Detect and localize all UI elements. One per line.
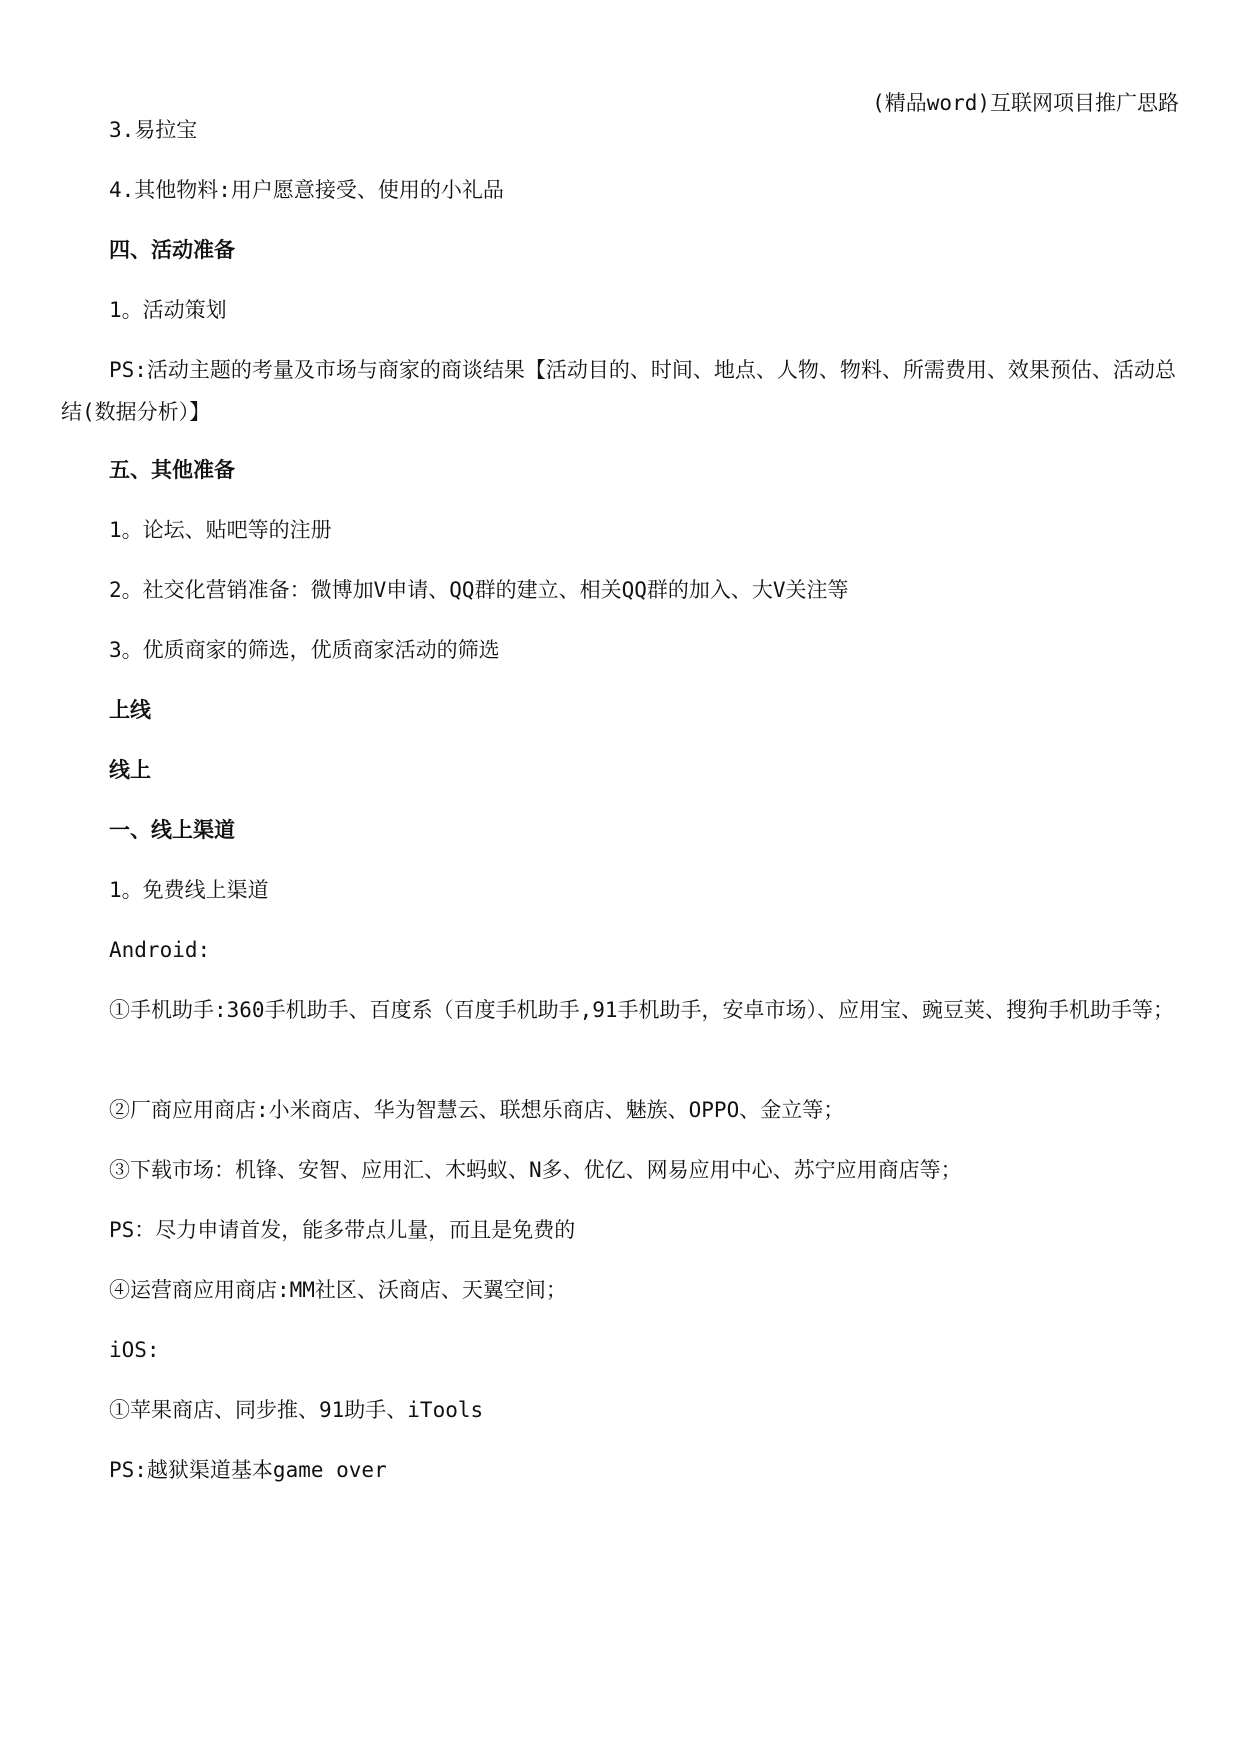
list-item: iOS: <box>109 1338 160 1362</box>
list-item: 2。社交化营销准备：微博加V申请、QQ群的建立、相关QQ群的加入、大V关注等 <box>109 578 849 602</box>
running-header: (精品word)互联网项目推广思路 <box>872 91 1179 115</box>
list-item: ④运营商应用商店:MM社区、沃商店、天翼空间； <box>109 1278 567 1302</box>
section-heading: 四、活动准备 <box>109 238 235 262</box>
list-item: ①苹果商店、同步推、91助手、iTools <box>109 1398 484 1422</box>
list-item: 3。优质商家的筛选，优质商家活动的筛选 <box>109 638 500 662</box>
section-heading: 五、其他准备 <box>109 458 235 482</box>
section-heading: 上线 <box>109 698 151 722</box>
section-heading: 线上 <box>109 758 151 782</box>
paragraph-text: PS:活动主题的考量及市场与商家的商谈结果【活动目的、时间、地点、人物、物料、所需费用、效果预估、活动总结(数据分析）】 <box>61 358 1176 424</box>
section-heading: 一、线上渠道 <box>109 818 235 842</box>
paragraph-text: ①手机助手:360手机助手、百度系（百度手机助手,91手机助手，安卓市场）、应用宝、豌豆荚、搜狗手机助手等； <box>109 998 1174 1022</box>
list-item: PS:越狱渠道基本game over <box>109 1458 387 1482</box>
list-item: 1。免费线上渠道 <box>109 878 269 902</box>
list-item: PS：尽力申请首发，能多带点儿量，而且是免费的 <box>109 1218 576 1242</box>
paragraph <box>61 349 1181 433</box>
list-item: Android: <box>109 938 211 962</box>
list-item: 1。活动策划 <box>109 298 227 322</box>
list-item: 3.易拉宝 <box>109 118 198 142</box>
list-item: ③下载市场：机锋、安智、应用汇、木蚂蚁、N多、优亿、网易应用中心、苏宁应用商店等； <box>109 1158 962 1182</box>
list-item: 1。论坛、贴吧等的注册 <box>109 518 332 542</box>
list-item: ②厂商应用商店:小米商店、华为智慧云、联想乐商店、魅族、OPPO、金立等； <box>109 1098 845 1122</box>
paragraph <box>61 989 1181 1031</box>
list-item: 4.其他物料:用户愿意接受、使用的小礼品 <box>109 178 504 202</box>
